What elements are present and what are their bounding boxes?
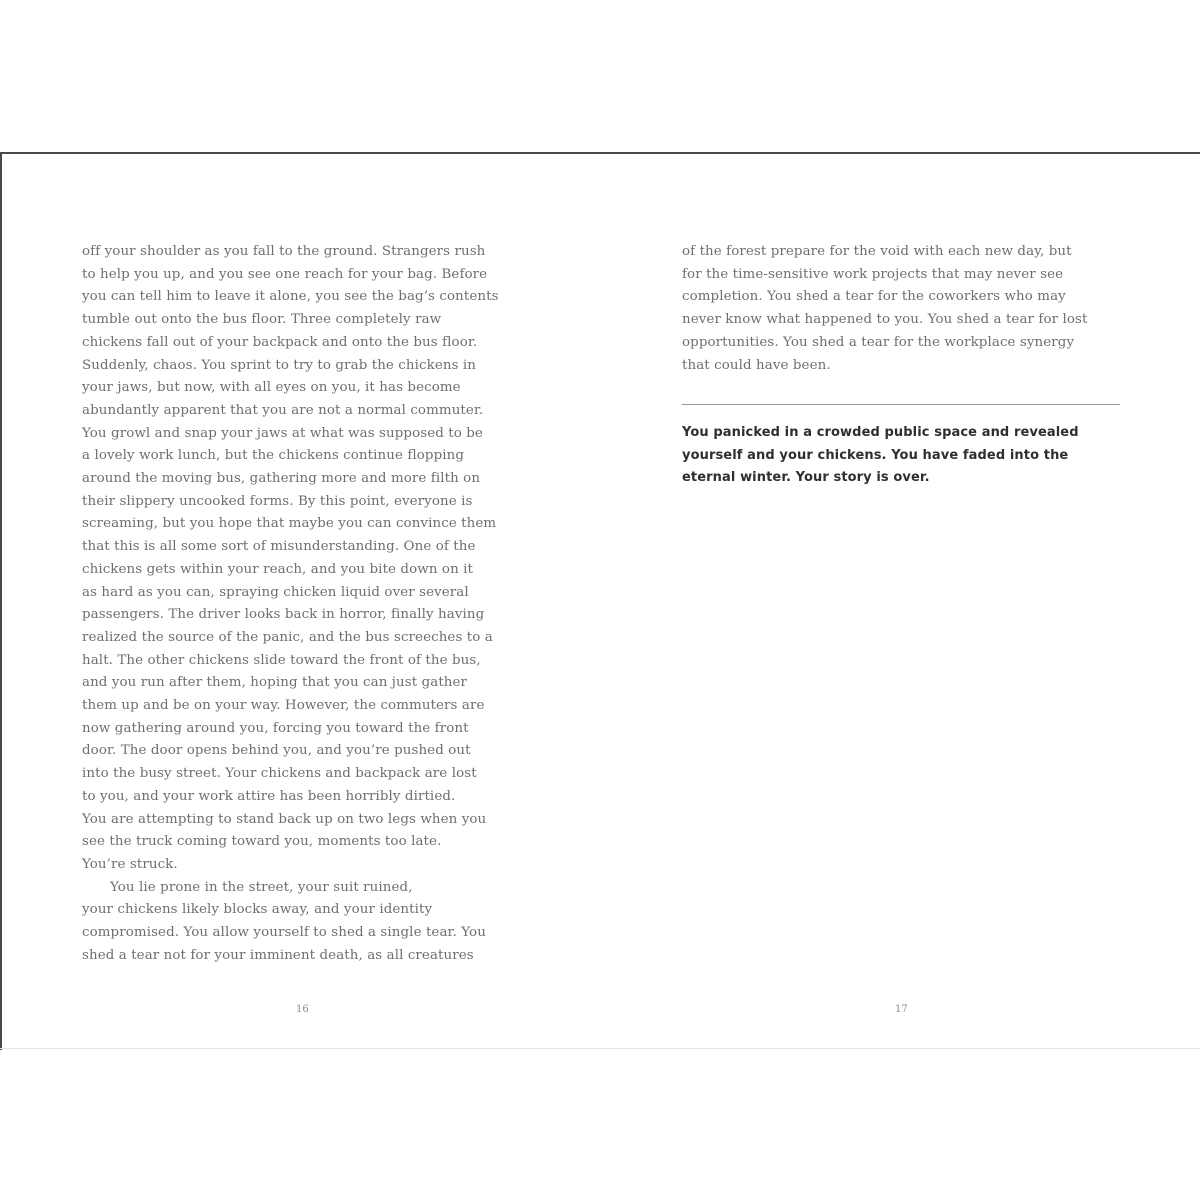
text-line: Suddenly, chaos. You sprint to try to grab the chickens in xyxy=(82,357,477,373)
ending-line: eternal winter. Your story is over. xyxy=(682,470,930,486)
text-line: never know what happened to you. You shed a tear for lost xyxy=(682,312,1088,328)
text-line: that could have been. xyxy=(682,357,831,373)
text-line: that this is all some sort of misunderstanding. One of the xyxy=(82,539,476,555)
left-page-body xyxy=(82,241,499,968)
text-line: halt. The other chickens slide toward the front of the bus, xyxy=(82,652,481,668)
text-line: completion. You shed a tear for the coworkers who may xyxy=(682,289,1066,305)
text-line: door. The door opens behind you, and you’re pushed out xyxy=(82,743,471,759)
text-line: you can tell him to leave it alone, you see the bag’s contents xyxy=(82,289,499,305)
text-line: compromised. You allow yourself to shed a single tear. You xyxy=(82,925,486,941)
text-line: of the forest prepare for the void with each new day, but xyxy=(682,244,1072,259)
text-line: You are attempting to stand back up on two legs when you xyxy=(82,811,487,827)
text-line: abundantly apparent that you are not a normal commuter. xyxy=(82,402,484,418)
text-line: shed a tear not for your imminent death, as all creatures xyxy=(82,947,474,963)
text-line: You growl and snap your jaws at what was supposed to be xyxy=(82,425,483,441)
text-line: your chickens likely blocks away, and your identity xyxy=(82,902,433,918)
text-line: your jaws, but now, with all eyes on you, it has become xyxy=(82,380,461,396)
right-page xyxy=(600,0,1200,1200)
ending-line: yourself and your chickens. You have faded into the xyxy=(682,447,1069,463)
page-number: 17 xyxy=(895,1004,908,1015)
text-line: opportunities. You shed a tear for the workplace synergy xyxy=(682,334,1075,350)
text-line: chickens gets within your reach, and you bite down on it xyxy=(82,561,474,577)
page-number: 16 xyxy=(296,1004,309,1015)
text-line: see the truck coming toward you, moments too late. xyxy=(82,834,442,850)
ending-line: You panicked in a crowded public space and revealed xyxy=(682,425,1079,440)
text-line: now gathering around you, forcing you toward the front xyxy=(82,720,469,736)
text-line: their slippery uncooked forms. By this point, everyone is xyxy=(82,493,473,509)
text-line: into the busy street. Your chickens and backpack are lost xyxy=(82,766,477,782)
text-line: tumble out onto the bus floor. Three completely raw xyxy=(82,312,442,328)
text-line: a lovely work lunch, but the chickens continue flopping xyxy=(82,448,465,464)
section-divider xyxy=(682,404,1120,405)
ending-text xyxy=(682,422,1079,490)
text-line: chickens fall out of your backpack and onto the bus floor. xyxy=(82,334,478,350)
text-line: realized the source of the panic, and the bus screeches to a xyxy=(82,629,493,645)
text-line: around the moving bus, gathering more and more filth on xyxy=(82,471,481,487)
text-line: as hard as you can, spraying chicken liquid over several xyxy=(82,584,469,600)
text-line: them up and be on your way. However, the commuters are xyxy=(82,698,485,714)
text-line: to help you up, and you see one reach for your bag. Before xyxy=(82,266,488,282)
text-line: You lie prone in the street, your suit ruined, xyxy=(110,879,413,895)
text-line: for the time-sensitive work projects that may never see xyxy=(682,266,1064,282)
text-line: to you, and your work attire has been horribly dirtied. xyxy=(82,788,456,804)
text-line: and you run after them, hoping that you can just gather xyxy=(82,675,468,691)
text-line: off your shoulder as you fall to the ground. Strangers rush xyxy=(82,244,486,259)
text-line: passengers. The driver looks back in horror, finally having xyxy=(82,607,485,623)
text-line: screaming, but you hope that maybe you can convince them xyxy=(82,516,497,532)
right-page-body xyxy=(682,241,1087,377)
text-line: You’re struck. xyxy=(82,856,178,872)
